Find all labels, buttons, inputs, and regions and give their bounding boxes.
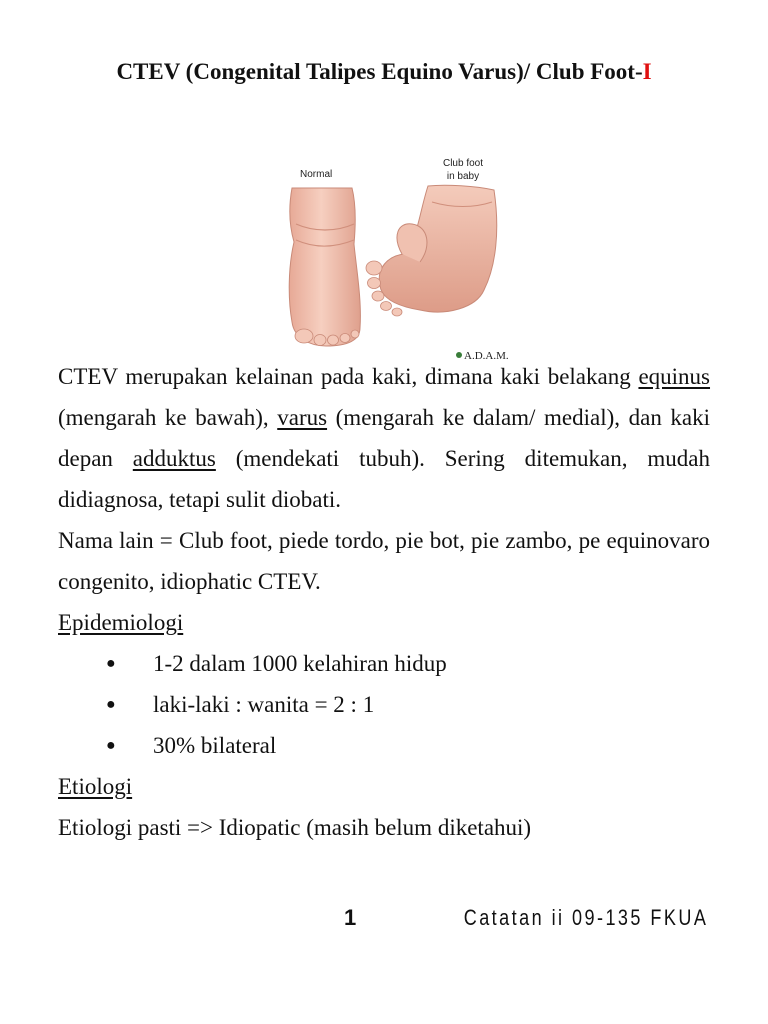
title-main: CTEV (Congenital Talipes Equino Varus)/ Club Foot- (116, 59, 643, 84)
etiology-heading (58, 766, 710, 807)
intro-text-1: CTEV merupakan kelainan pada kaki, dimana kaki belakang (58, 364, 631, 389)
page-title (58, 50, 710, 94)
term-adduktus: adduktus (132, 446, 216, 471)
foot-illustration (270, 150, 510, 362)
intro-text-2: (mengarah ke bawah), (58, 405, 278, 430)
list-item: ● 1-2 dalam 1000 kelahiran hidup (58, 643, 710, 684)
bullet-icon: ● (106, 737, 116, 754)
intro-text-4: (mendekati tubuh). Sering ditemukan, mudah didiagnosa, tetapi sulit diobati. (58, 446, 710, 512)
footer-note: Catatan ii 09-135 FKUA (463, 905, 708, 930)
epidemiology-heading (58, 602, 710, 643)
foot-illustration-svg (270, 150, 510, 362)
main-content (58, 356, 710, 848)
normal-foot (289, 188, 360, 346)
label-club-foot-line1: Club foot (442, 158, 484, 169)
page-number: 1 (344, 905, 357, 930)
etiology-text: Etiologi pasti => Idiopatic (masih belum diketahui) (58, 815, 532, 840)
title-suffix: I (642, 59, 652, 84)
list-item: ● 30% bilateral (58, 725, 710, 766)
club-foot (366, 185, 497, 316)
adam-credit: A.D.A.M. (464, 350, 509, 362)
term-equinus: equinus (638, 364, 711, 389)
bullet-icon: ● (106, 696, 116, 713)
intro-paragraph (58, 356, 710, 520)
etiology-heading-text: Etiologi (58, 774, 133, 799)
page-footer (0, 905, 768, 939)
intro-text-3: (mengarah ke dalam/ medial), dan kaki depan (58, 405, 710, 471)
bullet-icon: ● (106, 655, 116, 672)
label-normal: Normal (300, 169, 333, 180)
list-item: ● laki-laki : wanita = 2 : 1 (58, 684, 710, 725)
epidemiology-list (58, 643, 710, 766)
epidemiology-heading-text: Epidemiologi (58, 610, 184, 635)
other-names-paragraph: Nama lain = Club foot, piede tordo, pie bot, pie zambo, pe equinovaro congenito, idiophatic CTEV. (58, 528, 710, 594)
term-varus: varus (277, 405, 328, 430)
label-club-foot-line2: in baby (446, 171, 480, 182)
